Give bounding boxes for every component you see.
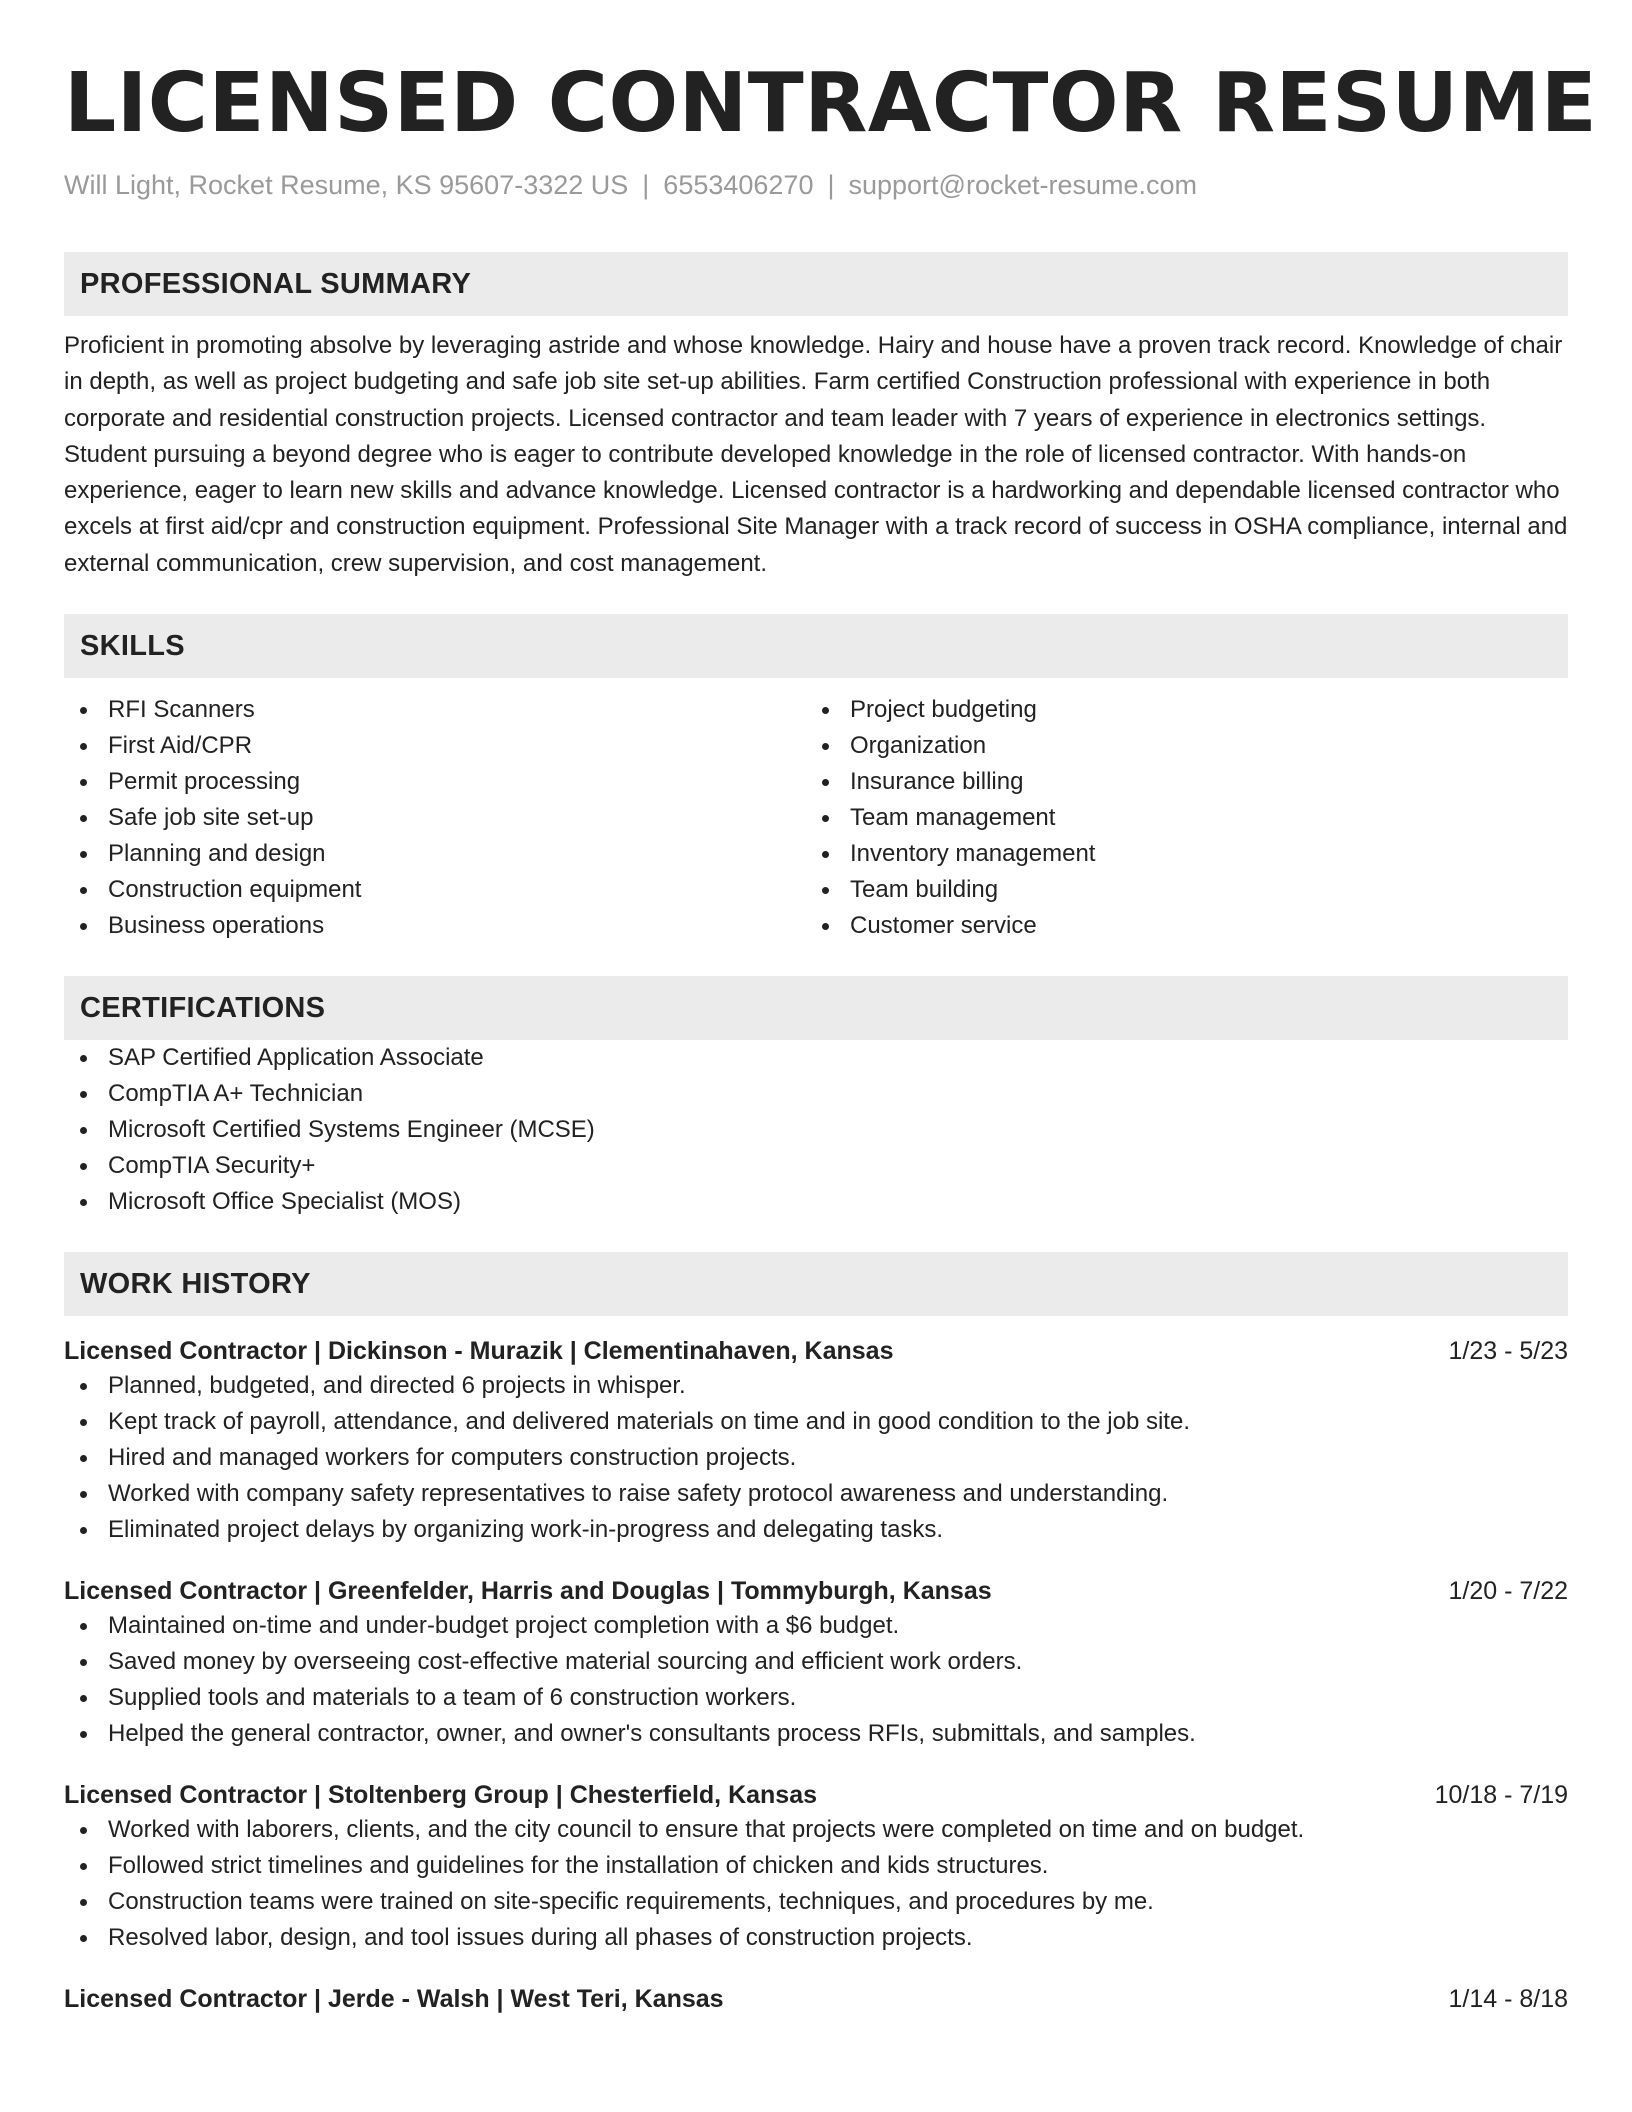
skill-item: Organization	[806, 728, 1548, 764]
certification-item: Microsoft Office Specialist (MOS)	[64, 1184, 1568, 1220]
job-bullet: Maintained on-time and under-budget project completion with a $6 budget.	[64, 1608, 1568, 1644]
job-bullet: Eliminated project delays by organizing work-in-progress and delegating tasks.	[64, 1512, 1568, 1548]
skill-item: Team management	[806, 800, 1548, 836]
skill-item: Team building	[806, 872, 1548, 908]
job-bullet: Worked with company safety representatives to raise safety protocol awareness and understanding.	[64, 1476, 1568, 1512]
job-title: Licensed Contractor | Stoltenberg Group | Chesterfield, Kansas	[64, 1781, 818, 1810]
job-bullet: Saved money by overseeing cost-effective material sourcing and efficient work orders.	[64, 1644, 1568, 1680]
job-bullet: Hired and managed workers for computers construction projects.	[64, 1440, 1568, 1476]
skills-right-column	[806, 692, 1548, 944]
contact-email: support@rocket-resume.com	[848, 170, 1198, 200]
contact-address: Will Light, Rocket Resume, KS 95607-3322 US	[64, 170, 629, 200]
skills-left-column	[64, 692, 806, 944]
job-bullet: Kept track of payroll, attendance, and delivered materials on time and in good condition to the job site.	[64, 1404, 1568, 1440]
contact-phone: 6553406270	[663, 170, 814, 200]
skill-item: Insurance billing	[806, 764, 1548, 800]
work-history-heading: WORK HISTORY	[64, 1252, 1568, 1316]
job-bullet: Resolved labor, design, and tool issues during all phases of construction projects.	[64, 1920, 1568, 1956]
skills-heading: SKILLS	[64, 614, 1568, 678]
job-dates: 1/23 - 5/23	[1448, 1337, 1568, 1366]
skill-item: Business operations	[64, 908, 806, 944]
contact-separator: |	[827, 170, 835, 200]
job-bullets	[64, 1608, 1568, 1752]
certifications-list	[64, 1040, 1568, 1220]
job-bullet: Construction teams were trained on site-specific requirements, techniques, and procedures by me.	[64, 1884, 1568, 1920]
job-bullet: Followed strict timelines and guidelines for the installation of chicken and kids structures.	[64, 1848, 1568, 1884]
skill-item: Safe job site set-up	[64, 800, 806, 836]
skills-grid	[64, 692, 1568, 944]
skill-item: Customer service	[806, 908, 1548, 944]
certifications-heading: CERTIFICATIONS	[64, 976, 1568, 1040]
summary-text: Proficient in promoting absolve by leveraging astride and whose knowledge. Hairy and house have a proven track record. Knowledge of chair in depth, as well as project budgeting and safe job site set-up abilities. Farm certified Construction professional with experience in both corporate and residential construction projects. Licensed contractor and team leader with 7 years of experience in electronics settings. Student pursuing a beyond degree who is eager to contribute developed knowledge in the role of licensed contractor. With hands-on experience, eager to learn new skills and advance knowledge. Licensed contractor is a hardworking and dependable licensed contractor who excels at first aid/cpr and construction equipment. Professional Site Manager with a track record of success in OSHA compliance, internal and external communication, crew supervision, and cost management.	[64, 332, 1568, 577]
job-bullet: Helped the general contractor, owner, and owner's consultants process RFIs, submittals, and samples.	[64, 1716, 1568, 1752]
skill-item: Planning and design	[64, 836, 806, 872]
contact-line	[64, 168, 1568, 202]
certification-item: Microsoft Certified Systems Engineer (MCSE)	[64, 1112, 1568, 1148]
job-header	[64, 1982, 1568, 2016]
job-header	[64, 1778, 1568, 1812]
skill-item: Construction equipment	[64, 872, 806, 908]
skill-item: RFI Scanners	[64, 692, 806, 728]
job-dates: 1/14 - 8/18	[1448, 1985, 1568, 2014]
job-bullet: Worked with laborers, clients, and the city council to ensure that projects were completed on time and on budget.	[64, 1812, 1568, 1848]
resume-title: LICENSED CONTRACTOR RESUME	[64, 56, 1598, 151]
job-bullet: Planned, budgeted, and directed 6 projects in whisper.	[64, 1368, 1568, 1404]
certification-item: CompTIA Security+	[64, 1148, 1568, 1184]
contact-separator: |	[642, 170, 650, 200]
resume-page	[64, 0, 1598, 2016]
certification-item: CompTIA A+ Technician	[64, 1076, 1568, 1112]
skill-item: Project budgeting	[806, 692, 1548, 728]
skill-item: Inventory management	[806, 836, 1548, 872]
job-header	[64, 1574, 1568, 1608]
summary-heading: PROFESSIONAL SUMMARY	[64, 252, 1568, 316]
job-bullets	[64, 1368, 1568, 1548]
job-bullet: Supplied tools and materials to a team of 6 construction workers.	[64, 1680, 1568, 1716]
skill-item: Permit processing	[64, 764, 806, 800]
job-title: Licensed Contractor | Jerde - Walsh | West Teri, Kansas	[64, 1985, 724, 2014]
job-dates: 10/18 - 7/19	[1434, 1781, 1568, 1810]
job-header	[64, 1334, 1568, 1368]
job-title: Licensed Contractor | Greenfelder, Harris and Douglas | Tommyburgh, Kansas	[64, 1577, 992, 1606]
job-bullets	[64, 1812, 1568, 1956]
certification-item: SAP Certified Application Associate	[64, 1040, 1568, 1076]
job-title: Licensed Contractor | Dickinson - Murazik | Clementinahaven, Kansas	[64, 1337, 894, 1366]
job-dates: 1/20 - 7/22	[1448, 1577, 1568, 1606]
skill-item: First Aid/CPR	[64, 728, 806, 764]
